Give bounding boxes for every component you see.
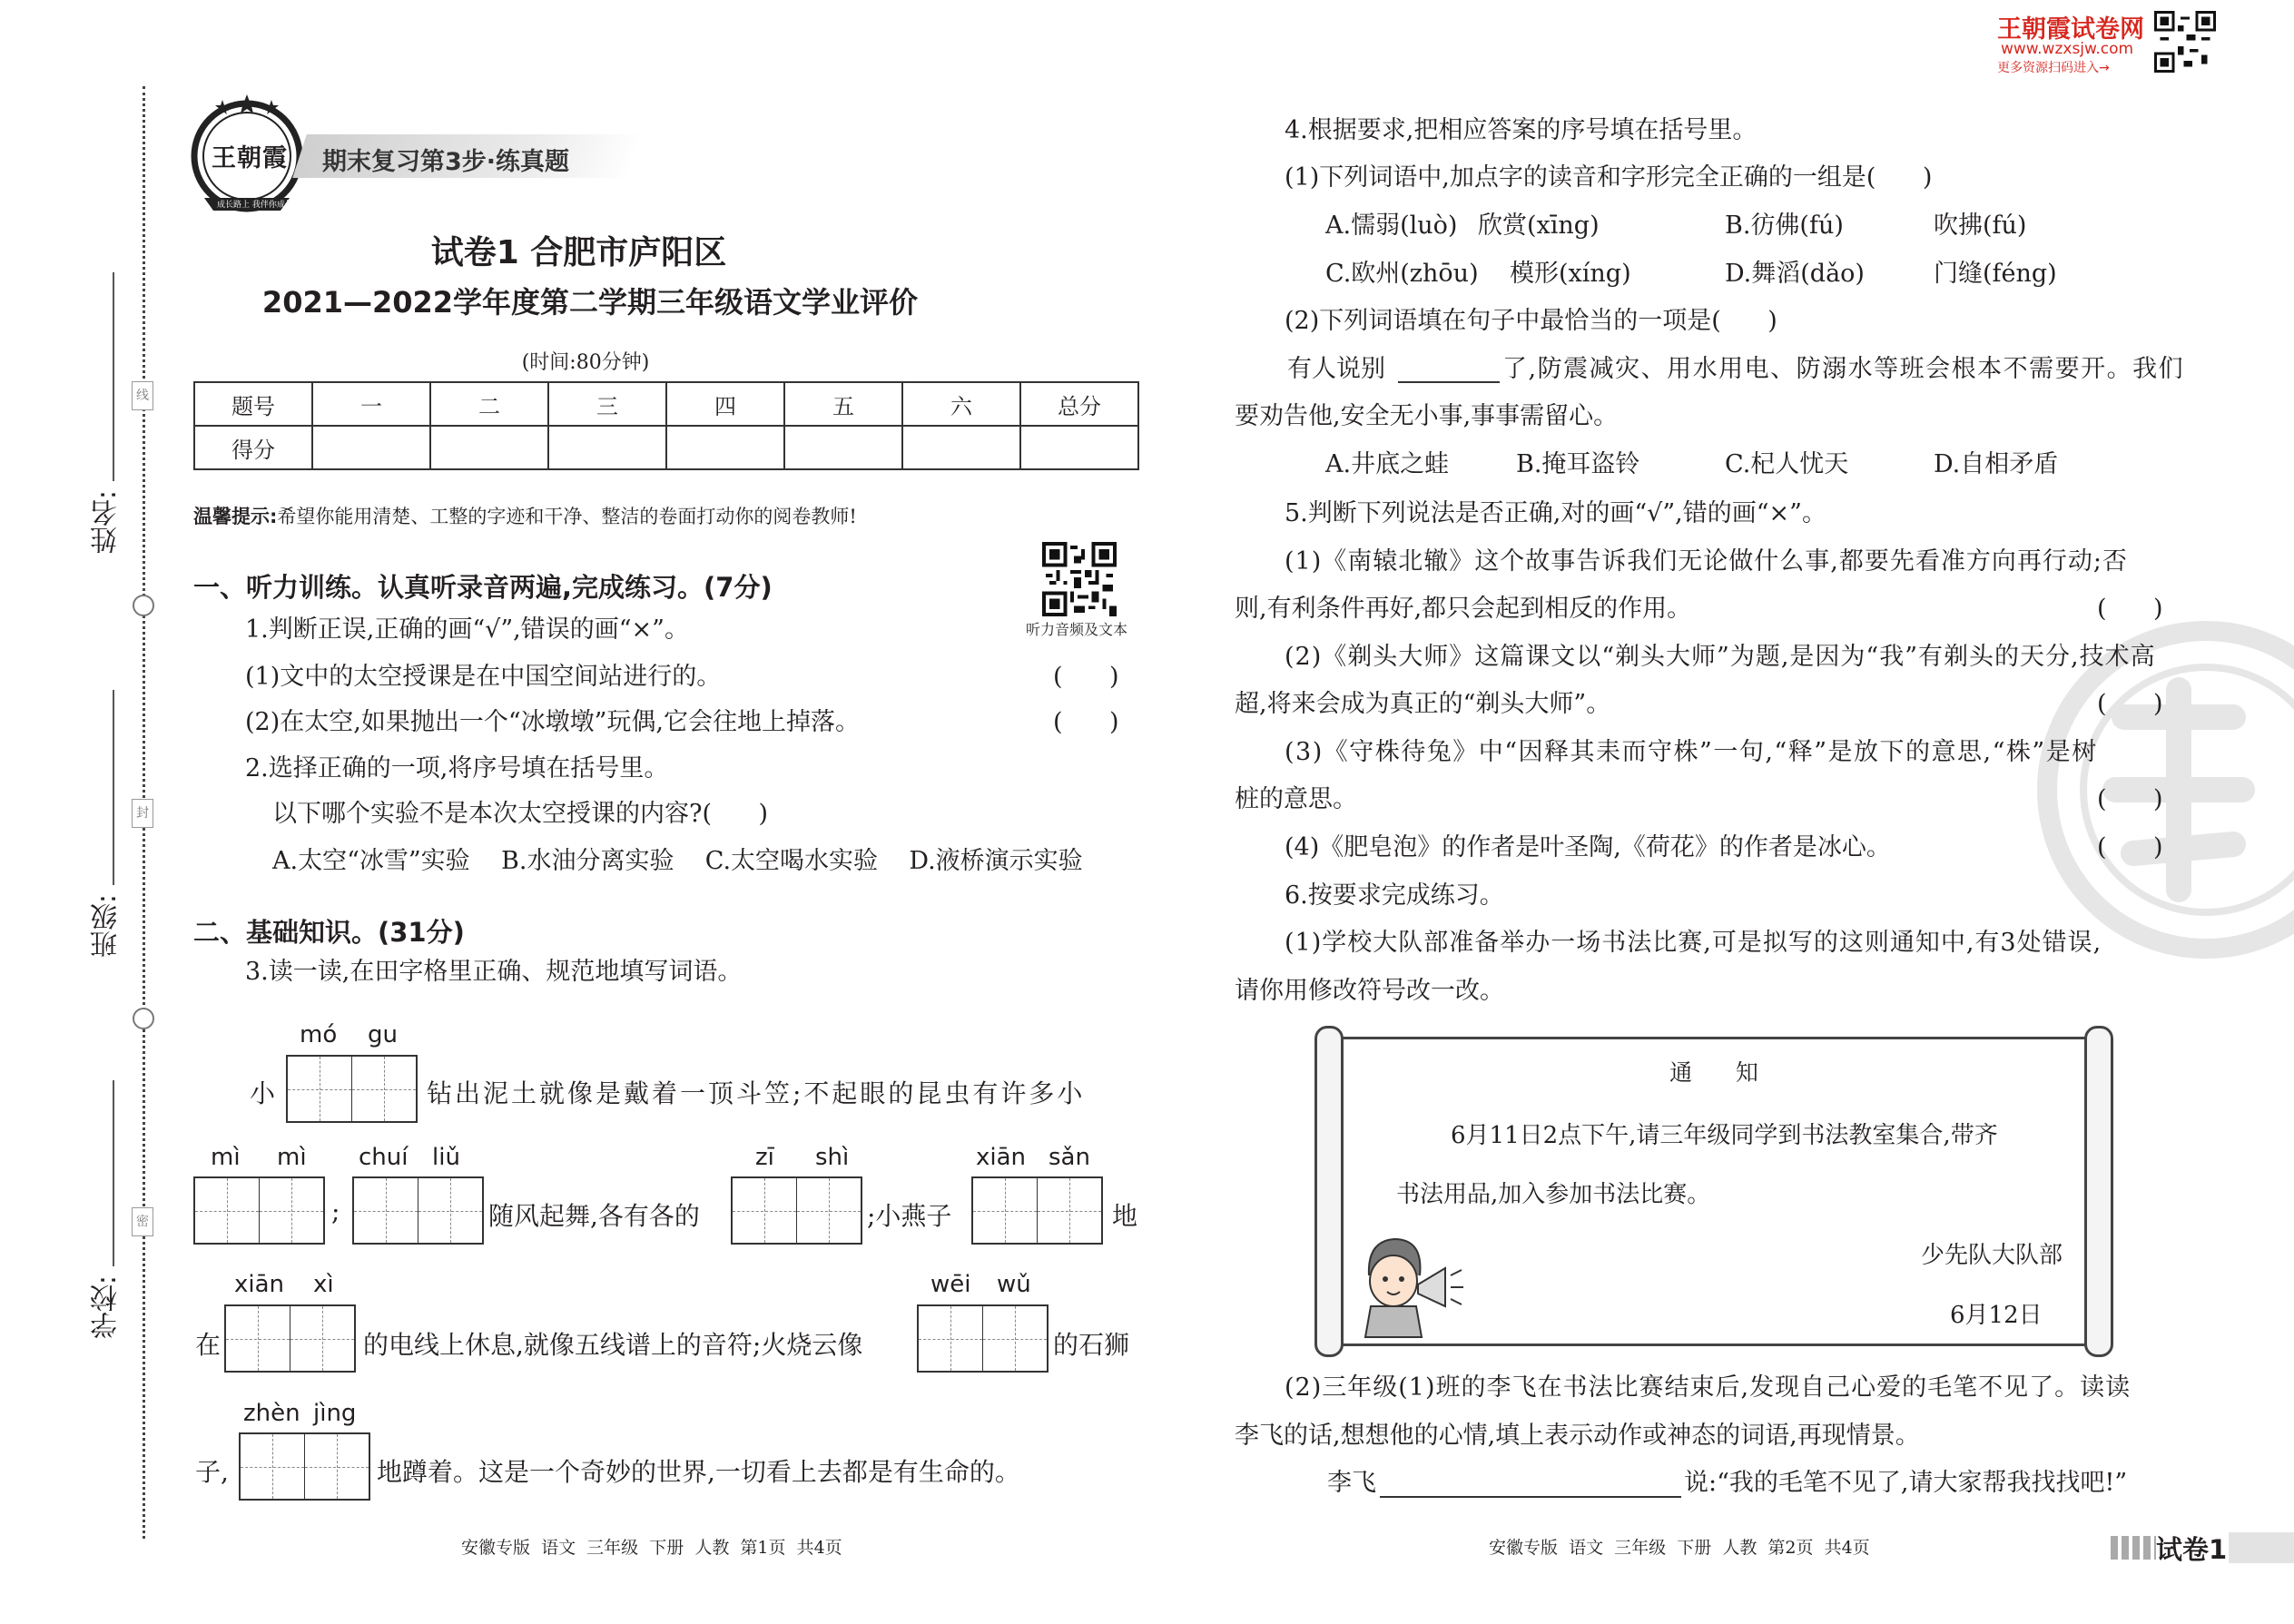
footer-right: 安徽专版 语文 三年级 下册 人教 第2页 共4页: [1489, 1538, 1870, 1558]
q4-sub2: (2)下列词语填在句子中最恰当的一项是( ): [1285, 307, 1777, 335]
score-header-6: 六: [902, 382, 1020, 426]
q4-sentence-b: 了,防震减灾、用水用电、防溺水等班会根本不需要开。我们: [1502, 355, 2185, 383]
q4-option-2c: C.杞人忧天: [1725, 450, 1849, 478]
section1-title: 一、听力训练。认真听录音两遍,完成练习。(7分): [193, 572, 773, 603]
q1-item-2: (2)在太空,如果抛出一个“冰墩墩”玩偶,它会往地上掉落。: [245, 708, 861, 736]
score-cell[interactable]: [312, 426, 430, 469]
q5-title: 5.判断下列说法是否正确,对的画“√”,错的画“×”。: [1285, 499, 1826, 527]
score-table: [193, 381, 1139, 470]
score-cell[interactable]: [1020, 426, 1138, 469]
binding-knot-icon: [133, 1008, 154, 1029]
tip-text: 希望你能用清楚、工整的字迹和干净、整洁的卷面打动你的阅卷教师!: [277, 506, 857, 527]
pinyin: gu: [368, 1021, 398, 1048]
q4-option-a1: A.懦弱(luò): [1325, 212, 1458, 240]
binding-mark-seal: 封: [132, 799, 153, 828]
score-cell[interactable]: [430, 426, 548, 469]
q6-sub1b: 请你用修改符号改一改。: [1235, 977, 1504, 1005]
notice-line-1: 6月11日2点下午,请三年级同学到书法教室集合,带齐: [1451, 1122, 1998, 1149]
exam-title: 2021—2022学年度第二学期三年级语文学业评价: [261, 285, 919, 320]
q4-option-b2: 吹拂(fú): [1934, 212, 2027, 240]
school-field[interactable]: [113, 1080, 114, 1266]
tip-label: 温馨提示:: [193, 506, 278, 527]
passage-text: 随风起舞,各有各的: [488, 1201, 700, 1231]
notice-title: 通 知: [1669, 1059, 1758, 1086]
pinyin: mó: [300, 1021, 338, 1048]
notice-scroll: [1314, 1026, 2113, 1357]
q5-s4: (4)《肥皂泡》的作者是叶圣陶,《荷花》的作者是冰心。: [1285, 833, 1891, 861]
q4-title: 4.根据要求,把相应答案的序号填在括号里。: [1285, 116, 1757, 144]
answer-paren[interactable]: ( ): [2097, 833, 2163, 861]
q4-sentence-a: 有人说别: [1287, 355, 1385, 383]
passage-text: 地蹲着。这是一个奇妙的世界,一切看上去都是有生命的。: [377, 1457, 1020, 1487]
score-cell[interactable]: [548, 426, 666, 469]
tianzige-box[interactable]: [731, 1176, 862, 1245]
brand-scan-prompt: 更多资源扫码进入→: [1997, 61, 2110, 75]
answer-paren[interactable]: ( ): [2097, 595, 2163, 623]
q4-option-c1: C.欧州(zhōu): [1325, 260, 1479, 288]
q4-option-a2: 欣赏(xīng): [1478, 212, 1600, 240]
pinyin: wēi: [930, 1271, 971, 1298]
score-cell[interactable]: [666, 426, 784, 469]
tianzige-box[interactable]: [193, 1176, 325, 1245]
tianzige-box[interactable]: [286, 1055, 418, 1123]
q4-sentence-c: 要劝告他,安全无小事,事事需留心。: [1235, 402, 1619, 430]
q5-s2b: 超,将来会成为真正的“剃头大师”。: [1235, 690, 1611, 718]
q6-title: 6.按要求完成练习。: [1285, 881, 1504, 910]
audio-qr-code[interactable]: [1042, 542, 1117, 616]
section2-title: 二、基础知识。(31分): [193, 917, 465, 948]
q6-sub2a: (2)三年级(1)班的李飞在书法比赛结束后,发现自己心爱的毛笔不见了。读读: [1285, 1373, 2132, 1402]
binding-mark-secret: 密: [132, 1207, 153, 1236]
score-header-4: 四: [666, 382, 784, 426]
answer-paren[interactable]: ( ): [2097, 690, 2163, 718]
score-header-5: 五: [784, 382, 902, 426]
score-row-label: 得分: [194, 426, 312, 469]
q3-stem: 3.读一读,在田字格里正确、规范地填写词语。: [245, 958, 743, 986]
q5-s1b: 则,有利条件再好,都只会起到相反的作用。: [1235, 595, 1692, 623]
pinyin: sǎn: [1049, 1144, 1090, 1171]
footer-left: 安徽专版 语文 三年级 下册 人教 第1页 共4页: [461, 1538, 842, 1558]
pinyin: liǔ: [432, 1144, 460, 1171]
tip: [193, 502, 857, 529]
q4-option-2a: A.井底之蛙: [1325, 450, 1450, 478]
passage-text: 在: [195, 1330, 222, 1360]
class-label: 班级:: [91, 894, 123, 959]
qr-caption: 听力音频及文本: [1026, 621, 1128, 638]
brand-qr-code[interactable]: [2154, 11, 2216, 73]
pinyin: zī: [755, 1144, 774, 1171]
score-header-item: 题号: [194, 382, 312, 426]
score-header-2: 二: [430, 382, 548, 426]
li-fei-blank[interactable]: [1380, 1496, 1681, 1498]
review-banner-text: 期末复习第3步·练真题: [322, 148, 570, 176]
notice-date: 6月12日: [1950, 1302, 2043, 1329]
pinyin: zhèn: [243, 1400, 300, 1427]
q4-option-c2: 模形(xíng): [1510, 260, 1631, 288]
q5-s3a: (3)《守株待兔》中“因释其耒而守株”一句,“释”是放下的意思,“株”是树: [1285, 738, 2098, 766]
pinyin: wǔ: [997, 1271, 1031, 1298]
exam-time: (时间:80分钟): [521, 351, 650, 374]
q4-option-2d: D.自相矛盾: [1934, 450, 2059, 478]
score-header-total: 总分: [1020, 382, 1138, 426]
brand-name: 王朝霞试卷网: [1997, 15, 2144, 44]
answer-paren[interactable]: ( ): [2097, 785, 2163, 813]
q5-s2a: (2)《剃头大师》这篇课文以“剃头大师”为题,是因为“我”有剃头的天分,技术高: [1285, 643, 2156, 671]
tianzige-box[interactable]: [917, 1304, 1049, 1373]
paper-title: 试卷1 合肥市庐阳区: [430, 234, 727, 271]
footer-tab: 试卷1: [2156, 1534, 2228, 1565]
pinyin: xiān: [976, 1144, 1027, 1171]
q4-option-d2: 门缝(féng): [1934, 260, 2057, 288]
passage-text: ;: [331, 1196, 340, 1226]
school-label: 学校:: [91, 1275, 123, 1340]
brand-url: www.wzxsjw.com: [2001, 40, 2134, 58]
pinyin: mì: [277, 1144, 307, 1171]
q2-stem: 2.选择正确的一项,将序号填在括号里。: [245, 754, 669, 782]
binding-knot-icon: [133, 595, 154, 616]
q6-sub1a: (1)学校大队部准备举办一场书法比赛,可是拟写的这则通知中,有3处错误,: [1285, 929, 2102, 957]
passage-text: 地: [1112, 1201, 1138, 1231]
answer-paren[interactable]: ( ): [1053, 708, 1119, 736]
q5-s1a: (1)《南辕北辙》这个故事告诉我们无论做什么事,都要先看准方向再行动;否: [1285, 547, 2128, 576]
footer-tab-bar: [2229, 1532, 2294, 1563]
li-fei-quote: 说:“我的毛笔不见了,请大家帮我找找吧!”: [1684, 1469, 2128, 1497]
tianzige-box[interactable]: [971, 1176, 1103, 1245]
passage-text: 子,: [195, 1457, 229, 1487]
q1-item-1: (1)文中的太空授课是在中国空间站进行的。: [245, 663, 722, 691]
q5-s3b: 桩的意思。: [1235, 785, 1357, 813]
pinyin: jìng: [313, 1400, 357, 1427]
tianzige-box[interactable]: [352, 1176, 484, 1245]
score-cell[interactable]: [902, 426, 1020, 469]
q2-question: 以下哪个实验不是本次太空授课的内容?( ): [272, 800, 769, 828]
passage-text: 的石狮: [1053, 1330, 1130, 1360]
logo-name: 王朝霞: [212, 144, 288, 172]
class-field[interactable]: [113, 690, 114, 885]
notice-signature: 少先队大队部: [1921, 1242, 2063, 1269]
answer-paren[interactable]: ( ): [1053, 663, 1119, 691]
logo-motto: 成长路上 我伴你成长: [217, 201, 293, 210]
footer-tab-dots: [2111, 1536, 2156, 1560]
score-header-1: 一: [312, 382, 430, 426]
score-header-3: 三: [548, 382, 666, 426]
tianzige-box[interactable]: [239, 1432, 370, 1501]
q4-option-b1: B.彷佛(fú): [1725, 212, 1844, 240]
pinyin: chuí: [359, 1144, 409, 1171]
child-megaphone-illustration: [1351, 1230, 1469, 1339]
pinyin: xì: [313, 1271, 334, 1298]
name-label: 姓名:: [91, 490, 123, 555]
q2-options: A.太空“冰雪”实验 B.水油分离实验 C.太空喝水实验 D.液桥演示实验: [272, 847, 1083, 875]
binding-mark-line: 线: [132, 381, 153, 410]
q4-blank[interactable]: [1398, 381, 1500, 383]
notice-line-2: 书法用品,加入参加书法比赛。: [1396, 1181, 1711, 1208]
q4-sub1: (1)下列词语中,加点字的读音和字形完全正确的一组是( ): [1285, 163, 1933, 192]
passage-text: 钻出泥土就像是戴着一顶斗笠;不起眼的昆虫有许多小: [427, 1078, 1086, 1108]
pinyin: mì: [211, 1144, 241, 1171]
q6-sub2b: 李飞的话,想想他的心情,填上表示动作或神态的词语,再现情景。: [1235, 1422, 1920, 1450]
passage-text: 的电线上休息,就像五线谱上的音符;火烧云像: [363, 1330, 863, 1360]
score-cell[interactable]: [784, 426, 902, 469]
passage-text: ;小燕子: [867, 1201, 952, 1231]
pinyin: xiān: [234, 1271, 285, 1298]
pinyin: shì: [815, 1144, 850, 1171]
q4-option-2b: B.掩耳盗铃: [1516, 450, 1640, 478]
tianzige-box[interactable]: [224, 1304, 356, 1373]
q4-option-d1: D.舞滔(dǎo): [1725, 260, 1865, 288]
li-fei-name: 李飞: [1327, 1469, 1376, 1497]
q1-stem: 1.判断正误,正确的画“√”,错误的画“×”。: [245, 615, 689, 644]
logo: [186, 91, 309, 213]
passage-text: 小: [250, 1078, 276, 1108]
